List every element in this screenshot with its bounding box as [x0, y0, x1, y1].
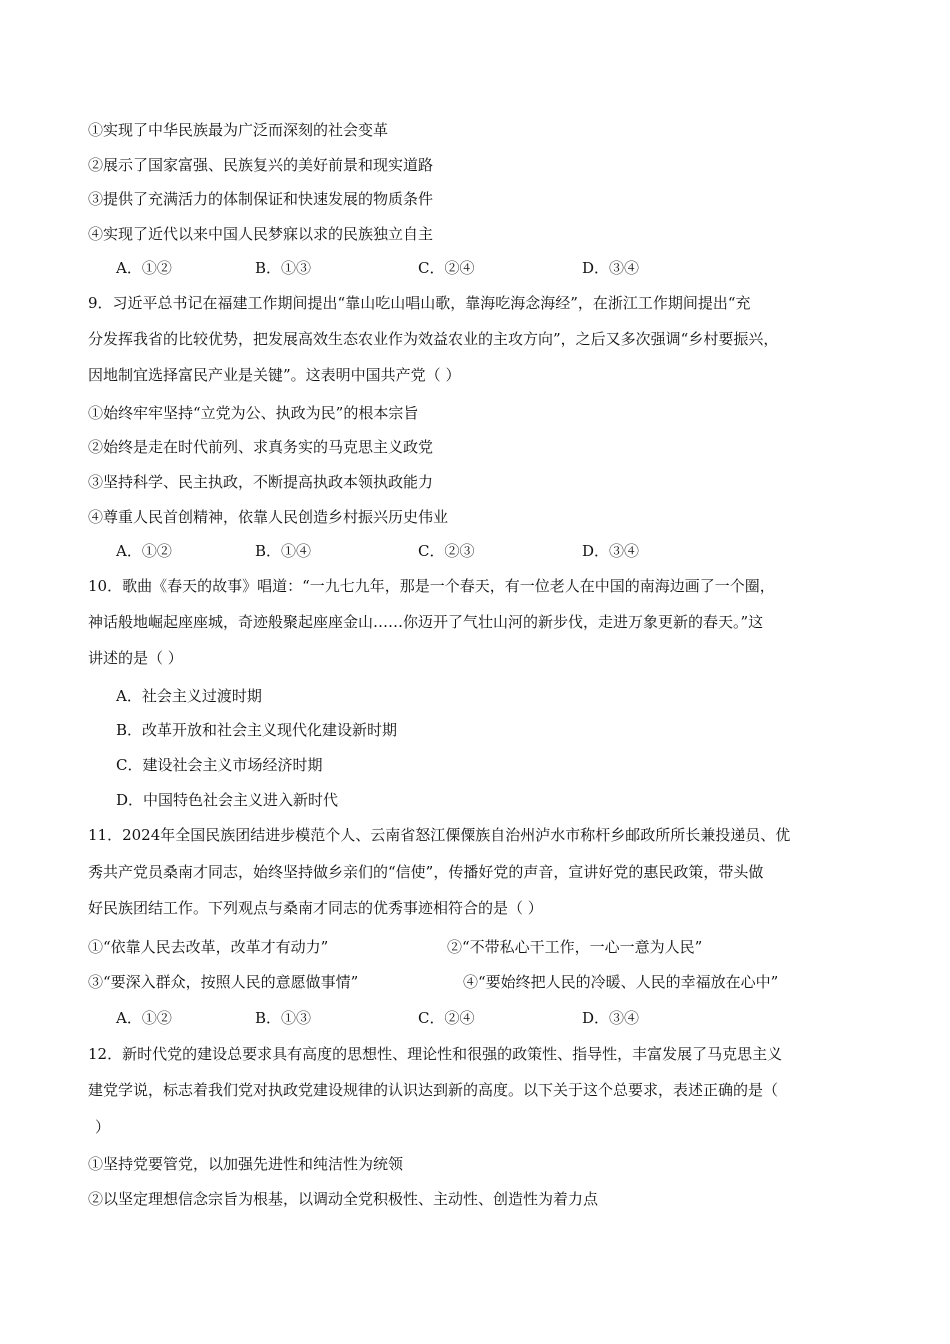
q9-option-b: B．①④: [255, 542, 312, 560]
q9-statement-3: ③坚持科学、民主执政，不断提高执政本领执政能力: [88, 473, 434, 491]
q11-option-d: D．③④: [582, 1009, 640, 1027]
q8-statement-2: ②展示了国家富强、民族复兴的美好前景和现实道路: [88, 156, 434, 174]
q12-statement-2: ②以坚定理想信念宗旨为根基，以调动全党积极性、主动性、创造性为着力点: [88, 1190, 599, 1208]
q11-statement-1: ①“依靠人民去改革，改革才有动力”: [88, 938, 329, 956]
q9-statement-1: ①始终牢牢坚持“立党为公、执政为民”的根本宗旨: [88, 404, 419, 422]
q11-statement-3: ③“要深入群众，按照人民的意愿做事情”: [88, 973, 359, 991]
q8-option-a: A．①②: [116, 259, 172, 277]
q9-stem-line-2: 分发挥我省的比较优势，把发展高效生态农业作为效益农业的主攻方向”，之后又多次强调“乡村要振兴，: [88, 330, 779, 348]
q10-option-c: C．建设社会主义市场经济时期: [116, 756, 323, 774]
q11-stem-line-3: 好民族团结工作。下列观点与桑南才同志的优秀事迹相符合的是（ ）: [88, 899, 543, 917]
q11-statement-2: ②“不带私心干工作，一心一意为人民”: [447, 938, 703, 956]
q11-option-b: B．①③: [255, 1009, 312, 1027]
q11-option-a: A．①②: [116, 1009, 172, 1027]
q8-statement-3: ③提供了充满活力的体制保证和快速发展的物质条件: [88, 190, 434, 208]
q12-stem-line-2: 建党学说，标志着我们党对执政党建设规律的认识达到新的高度。以下关于这个总要求，表述正确的是（: [88, 1081, 779, 1099]
q8-option-c: C．②④: [418, 259, 475, 277]
q12-statement-1: ①坚持党要管党，以加强先进性和纯洁性为统领: [88, 1155, 404, 1173]
q10-stem-line-2: 神话般地崛起座座城，奇迹般聚起座座金山……你迈开了气壮山河的新步伐，走进万象更新的春天。”这: [88, 613, 764, 631]
q10-option-b: B．改革开放和社会主义现代化建设新时期: [116, 721, 398, 739]
q8-statement-1: ①实现了中华民族最为广泛而深刻的社会变革: [88, 121, 389, 139]
q12-stem-line-3: ）: [95, 1118, 111, 1136]
q11-stem-line-2: 秀共产党员桑南才同志，始终坚持做乡亲们的“信使”，传播好党的声音，宣讲好党的惠民政策，带头做: [88, 863, 764, 881]
q9-statement-4: ④尊重人民首创精神，依靠人民创造乡村振兴历史伟业: [88, 508, 449, 526]
q10-stem-line-3: 讲述的是（ ）: [88, 649, 183, 667]
q11-stem-line-1: 11．2024年全国民族团结进步模范个人、云南省怒江傈僳族自治州泸水市称杆乡邮政所所长兼投递员、优: [88, 826, 791, 844]
q9-option-d: D．③④: [582, 542, 640, 560]
q11-option-c: C．②④: [418, 1009, 475, 1027]
q8-option-b: B．①③: [255, 259, 312, 277]
q9-stem-line-3: 因地制宜选择富民产业是关键”。这表明中国共产党（ ）: [88, 366, 461, 384]
q9-statement-2: ②始终是走在时代前列、求真务实的马克思主义政党: [88, 438, 434, 456]
q9-option-c: C．②③: [418, 542, 475, 560]
q9-option-a: A．①②: [116, 542, 172, 560]
q11-statement-4: ④“要始终把人民的冷暖、人民的幸福放在心中”: [463, 973, 779, 991]
q9-stem-line-1: 9．习近平总书记在福建工作期间提出“靠山吃山唱山歌，靠海吃海念海经”，在浙江工作期间提出“充: [88, 294, 751, 312]
q10-option-a: A．社会主义过渡时期: [116, 687, 262, 705]
q12-stem-line-1: 12．新时代党的建设总要求具有高度的思想性、理论性和很强的政策性、指导性，丰富发展了马克思主义: [88, 1045, 783, 1063]
q8-option-d: D．③④: [582, 259, 640, 277]
q10-stem-line-1: 10．歌曲《春天的故事》唱道：“一九七九年，那是一个春天，有一位老人在中国的南海边画了一个圈，: [88, 577, 775, 595]
q10-option-d: D．中国特色社会主义进入新时代: [116, 791, 339, 809]
q8-statement-4: ④实现了近代以来中国人民梦寐以求的民族独立自主: [88, 225, 434, 243]
